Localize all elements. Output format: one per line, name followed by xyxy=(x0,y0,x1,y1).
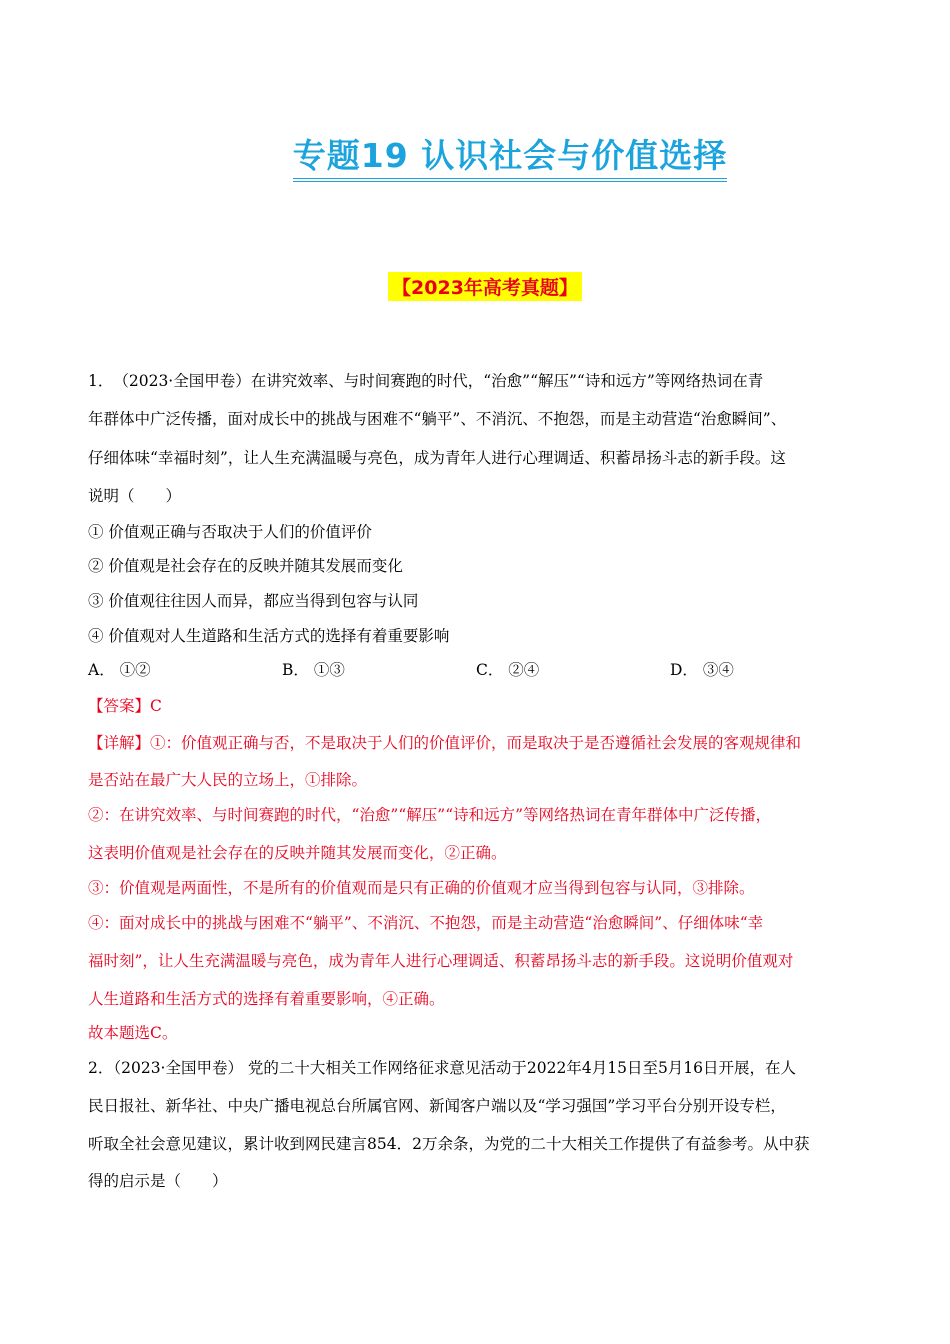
q2-stem-line: 听取全社会意见建议，累计收到网民建言854．2万余条，为党的二十大相关工作提供了有益参考。从中获 xyxy=(88,1135,810,1153)
q1-option-a: A． ①② xyxy=(88,661,151,679)
q1-analysis-line: 这表明价值观是社会存在的反映并随其发展而变化，②正确。 xyxy=(88,844,507,862)
q2-stem-line: 2．（2023·全国甲卷） 党的二十大相关工作网络征求意见活动于2022年4月15日至5月16日开展，在人 xyxy=(88,1059,797,1077)
q1-analysis-line: 【详解】①：价值观正确与否，不是取决于人们的价值评价，而是取决于是否遵循社会发展的客观规律和 xyxy=(88,734,802,752)
q1-statement: ④ 价值观对人生道路和生活方式的选择有着重要影响 xyxy=(88,627,450,645)
q1-statement: ③ 价值观往往因人而异，都应当得到包容与认同 xyxy=(88,592,419,610)
q1-answer: 【答案】C xyxy=(88,697,162,715)
q1-analysis-line: 是否站在最广大人民的立场上，①排除。 xyxy=(88,771,368,789)
q1-option-c: C． ②④ xyxy=(476,661,540,679)
q1-stem-line: 仔细体味“幸福时刻”，让人生充满温暖与亮色，成为青年人进行心理调适、积蓄昂扬斗志的新手段。这 xyxy=(88,449,786,467)
section-heading: 【2023年高考真题】 xyxy=(388,272,582,301)
q2-stem-line: 民日报社、新华社、中央广播电视总台所属官网、新闻客户端以及“学习强国”学习平台分别开设专栏， xyxy=(88,1097,786,1115)
page-title: 专题19 认识社会与价值选择 xyxy=(293,130,727,182)
q1-analysis-line: 人生道路和生活方式的选择有着重要影响，④正确。 xyxy=(88,990,445,1008)
q1-statement: ② 价值观是社会存在的反映并随其发展而变化 xyxy=(88,557,403,575)
q1-stem-line: 说明（ ） xyxy=(88,487,182,505)
q1-stem-line: 1． （2023·全国甲卷）在讲究效率、与时间赛跑的时代，“治愈”“解压”“诗和远方”等网络热词在青 xyxy=(88,372,764,390)
q1-statement: ① 价值观正确与否取决于人们的价值评价 xyxy=(88,523,372,541)
q1-analysis-line: 福时刻”，让人生充满温暖与亮色，成为青年人进行心理调适、积蓄昂扬斗志的新手段。这说明价值观对 xyxy=(88,952,794,970)
q1-option-d: D． ③④ xyxy=(670,661,734,679)
q2-stem-line: 得的启示是（ ） xyxy=(88,1172,228,1190)
q1-analysis-line: ④：面对成长中的挑战与困难不“躺平”、不消沉、不抱怨，而是主动营造“治愈瞬间”、仔细体味“幸 xyxy=(88,914,764,932)
q1-conclusion: 故本题选C。 xyxy=(88,1024,178,1042)
q1-analysis-line: ②：在讲究效率、与时间赛跑的时代，“治愈”“解压”“诗和远方”等网络热词在青年群体中广泛传播， xyxy=(88,806,772,824)
q1-option-b: B． ①③ xyxy=(282,661,345,679)
q1-stem-line: 年群体中广泛传播，面对成长中的挑战与困难不“躺平”、不消沉、不抱怨，而是主动营造“治愈瞬间”、 xyxy=(88,410,787,428)
q1-analysis-line: ③：价值观是两面性，不是所有的价值观而是只有正确的价值观才应当得到包容与认同，③排除。 xyxy=(88,879,755,897)
